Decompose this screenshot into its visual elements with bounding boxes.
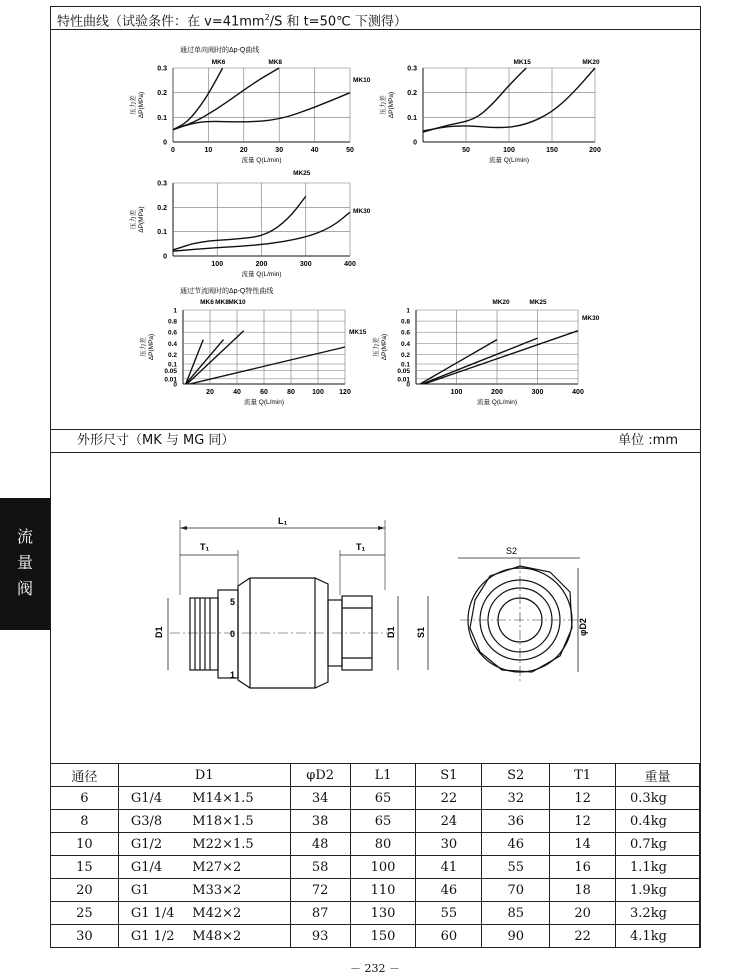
- table-cell: G1 1/4: [118, 902, 188, 925]
- chart-series-label: MK6: [200, 299, 214, 306]
- table-cell: 30: [51, 925, 119, 948]
- chart-series-label: MK30: [582, 315, 600, 322]
- d1-left-label: D1: [154, 626, 164, 638]
- chart-series-label: MK25: [529, 299, 547, 306]
- chart-x-tick-label: 400: [344, 261, 356, 268]
- chart-x-tick-label: 400: [572, 389, 584, 396]
- chart-series-line: [173, 93, 350, 130]
- chart-x-tick-label: 300: [299, 261, 312, 268]
- chart-y-axis-title: 压力差: [130, 95, 137, 115]
- chart-x-tick-label: 200: [255, 261, 268, 268]
- chart-y-tick-label: 0: [163, 139, 167, 147]
- chart-x-tick-label: 60: [260, 389, 268, 396]
- chart-y-tick-label: 0.1: [400, 361, 410, 369]
- header-cell: φD2: [290, 764, 350, 787]
- table-cell: G3/8: [118, 810, 188, 833]
- chart-y-tick-label: 1: [173, 307, 177, 315]
- arrow-left: [180, 526, 187, 530]
- table-cell: M22×1.5: [188, 833, 290, 856]
- header-cell: 重量: [616, 764, 700, 787]
- table-cell: G1/4: [118, 856, 188, 879]
- table-cell: 41: [416, 856, 482, 879]
- table-cell: 38: [290, 810, 350, 833]
- chart-x-tick-label: 50: [346, 147, 354, 154]
- chart-x-tick-label: 0: [171, 147, 175, 154]
- table-cell: M27×2: [188, 856, 290, 879]
- chart-y-tick-label: 0: [413, 139, 417, 147]
- chart-y-axis-title: ΔP(MPa): [138, 91, 145, 119]
- table-cell: 16: [550, 856, 616, 879]
- chart-x-axis-title: 流量 Q(L/min): [243, 399, 285, 406]
- chart-series-label: MK6: [211, 59, 226, 66]
- chart-series-label: MK15: [349, 329, 367, 336]
- table-cell: 12: [550, 787, 616, 810]
- chart-y-tick-label: 0.6: [400, 329, 410, 337]
- chart-x-tick-label: 10: [204, 147, 213, 154]
- header-cell: S1: [416, 764, 482, 787]
- side-tab-char: 阀: [16, 579, 33, 598]
- table-cell: M14×1.5: [188, 787, 290, 810]
- arrow-right: [378, 526, 385, 530]
- chart-series-line: [422, 338, 537, 384]
- chart-y-axis-title: ΔP(MPa): [388, 91, 395, 119]
- table-cell: 110: [350, 879, 416, 902]
- chart-x-tick-label: 80: [287, 389, 295, 396]
- header-cell: T1: [550, 764, 616, 787]
- chart-y-tick-label: 0.1: [167, 361, 177, 369]
- table-cell: 15: [51, 856, 119, 879]
- chart-series-label: MK25: [293, 170, 311, 177]
- chart-series-label: MK10: [353, 77, 371, 84]
- chart-x-tick-label: 40: [310, 147, 319, 154]
- specification-table: [50, 763, 700, 948]
- table-cell: 87: [290, 902, 350, 925]
- table-cell: 60: [416, 925, 482, 948]
- table-cell: 3.2kg: [616, 902, 700, 925]
- chart-series-label: MK8: [215, 299, 229, 306]
- chart-x-tick-label: 200: [491, 389, 503, 396]
- chart-series-line: [424, 331, 578, 384]
- t1-left-label: T₁: [200, 542, 210, 552]
- chart-y-tick-label: 0.2: [157, 90, 167, 98]
- table-cell: 1.1kg: [616, 856, 700, 879]
- performance-header: [51, 7, 700, 30]
- dimension-title: 外形尺寸（MK 与 MG 同）: [77, 433, 235, 448]
- chart-y-tick-label: 0.2: [407, 90, 417, 98]
- chart-y-tick-label: 0.2: [157, 204, 167, 212]
- table-cell: 93: [290, 925, 350, 948]
- header-cell: L1: [350, 764, 416, 787]
- chart-y-tick-label: 0: [163, 253, 167, 261]
- caption-check-valve: 通过单向阀时的Δp-Q曲线: [180, 47, 260, 54]
- header-cell: S2: [482, 764, 550, 787]
- table-cell: M42×2: [188, 902, 290, 925]
- s2-label: S2: [506, 546, 518, 556]
- table-cell: 36: [482, 810, 550, 833]
- chart-y-axis-title: 压力差: [130, 209, 137, 230]
- table-cell: G1 1/2: [118, 925, 188, 948]
- table-cell: 0.4kg: [616, 810, 700, 833]
- chart-y-tick-label: 0.05: [164, 368, 177, 376]
- chart-x-tick-label: 100: [450, 389, 463, 396]
- table-cell: 48: [290, 833, 350, 856]
- table-cell: 25: [51, 902, 119, 925]
- chart-series-label: MK30: [353, 208, 371, 215]
- table-cell: 6: [51, 787, 119, 810]
- chart-y-tick-label: 0.1: [407, 114, 417, 122]
- table-row: [51, 833, 700, 856]
- chart-x-tick-label: 100: [211, 261, 224, 268]
- table-row: [51, 879, 700, 902]
- table-cell: G1/2: [118, 833, 188, 856]
- superscript: 2: [264, 13, 270, 22]
- table-cell: 24: [416, 810, 482, 833]
- s1-label: S1: [416, 626, 426, 638]
- table-cell: 72: [290, 879, 350, 902]
- table-cell: 20: [51, 879, 119, 902]
- side-tab-char: 流: [16, 527, 33, 546]
- chart-x-tick-label: 30: [275, 147, 284, 154]
- chart-y-tick-label: 0.8: [167, 318, 177, 326]
- chart-x-axis-title: 流量 Q(L/min): [476, 399, 518, 406]
- header-cell: D1: [118, 764, 290, 787]
- chart-y-tick-label: 0: [173, 381, 177, 389]
- table-cell: G1/4: [118, 787, 188, 810]
- table-cell: 90: [482, 925, 550, 948]
- chart-series-label: MK15: [513, 59, 531, 66]
- chart-y-tick-label: 0.2: [400, 351, 410, 359]
- chart-x-tick-label: 200: [589, 147, 601, 154]
- chart-y-axis-title: 压力差: [140, 337, 147, 357]
- chart-series-line: [420, 340, 497, 384]
- table-cell: 4.1kg: [616, 925, 700, 948]
- table-cell: M48×2: [188, 925, 290, 948]
- l1-label: L₁: [278, 516, 288, 526]
- chart-y-tick-label: 1: [406, 307, 410, 315]
- chart-x-axis-title: 流量 Q(L/min): [241, 271, 282, 278]
- chart-x-tick-label: 40: [233, 389, 241, 396]
- table-cell: 70: [482, 879, 550, 902]
- table-cell: 65: [350, 810, 416, 833]
- chart-x-tick-label: 20: [206, 389, 214, 396]
- chart-y-tick-label: 0.05: [397, 368, 410, 376]
- side-tab: [0, 498, 50, 630]
- chart-series-label: MK10: [228, 299, 246, 306]
- table-cell: 22: [550, 925, 616, 948]
- table-cell: 22: [416, 787, 482, 810]
- chart-x-tick-label: 100: [503, 147, 515, 154]
- table-cell: 55: [482, 856, 550, 879]
- table-cell: 20: [550, 902, 616, 925]
- chart-y-tick-label: 0: [406, 381, 410, 389]
- table-cell: G1: [118, 879, 188, 902]
- chart-y-axis-title: ΔP(MPa): [148, 333, 155, 361]
- chart-x-tick-label: 20: [239, 147, 248, 154]
- table-header-row: [51, 764, 700, 787]
- performance-title: 特性曲线（试验条件：在 v=41mm: [57, 14, 265, 30]
- chart-y-axis-title: ΔP(MPa): [381, 333, 388, 361]
- chart-x-tick-label: 120: [339, 389, 351, 396]
- chart-y-axis-title: ΔP(MPa): [138, 206, 145, 233]
- table-cell: 34: [290, 787, 350, 810]
- chart-y-tick-label: 0.01: [397, 376, 410, 384]
- chart-y-tick-label: 0.1: [157, 229, 167, 237]
- unit-label: 单位 :mm: [618, 433, 678, 448]
- chart-series-label: MK20: [582, 59, 600, 66]
- table-cell: 12: [550, 810, 616, 833]
- table-cell: 100: [350, 856, 416, 879]
- table-cell: 46: [416, 879, 482, 902]
- chart-x-axis-title: 流量 Q(L/min): [488, 157, 530, 164]
- characteristic-charts: [0, 30, 750, 460]
- scale-mark-1: 1: [230, 670, 236, 680]
- chart-series-line: [173, 196, 306, 250]
- table-cell: 65: [350, 787, 416, 810]
- chart-series-line: [423, 68, 526, 132]
- page-number: － 232 －: [350, 962, 400, 975]
- chart-x-tick-label: 150: [546, 147, 558, 154]
- chart-y-tick-label: 0.4: [167, 340, 177, 348]
- outline-drawing: [50, 460, 700, 760]
- chart-y-axis-title: 压力差: [380, 95, 387, 115]
- caption-throttle-valve: 通过节流阀时的Δp-Q特性曲线: [180, 288, 274, 295]
- chart-x-axis-title: 流量 Q(L/min): [241, 157, 282, 164]
- table-cell: 0.3kg: [616, 787, 700, 810]
- chart-y-axis-title: 压力差: [373, 337, 380, 357]
- table-cell: 8: [51, 810, 119, 833]
- table-cell: 10: [51, 833, 119, 856]
- table-cell: 14: [550, 833, 616, 856]
- chart-series-label: MK20: [492, 299, 510, 306]
- table-cell: 0.7kg: [616, 833, 700, 856]
- table-cell: 18: [550, 879, 616, 902]
- table-cell: 58: [290, 856, 350, 879]
- table-row: [51, 902, 700, 925]
- t1-right-label: T₁: [356, 542, 366, 552]
- performance-title-tail: /S 和 t=50℃ 下测得）: [269, 14, 407, 30]
- table-cell: 32: [482, 787, 550, 810]
- table-cell: 46: [482, 833, 550, 856]
- chart-x-tick-label: 100: [312, 389, 324, 396]
- table-cell: 85: [482, 902, 550, 925]
- scale-mark-5: 5: [230, 597, 236, 607]
- chart-x-tick-label: 50: [462, 147, 470, 154]
- chart-y-tick-label: 0.1: [157, 114, 167, 122]
- table-cell: 130: [350, 902, 416, 925]
- table-cell: 1.9kg: [616, 879, 700, 902]
- side-tab-char: 量: [16, 553, 33, 572]
- table-row: [51, 856, 700, 879]
- chart-x-tick-label: 300: [531, 389, 544, 396]
- header-cell: 通径: [51, 764, 119, 787]
- chart-y-tick-label: 0.8: [400, 318, 410, 326]
- chart-y-tick-label: 0.01: [164, 376, 177, 384]
- chart-y-tick-label: 0.3: [157, 180, 167, 188]
- chart-series-label: MK8: [268, 59, 283, 66]
- scale-mark-0: 0: [230, 629, 236, 639]
- table-cell: M33×2: [188, 879, 290, 902]
- chart-y-tick-label: 0.4: [400, 340, 410, 348]
- table-cell: 80: [350, 833, 416, 856]
- table-cell: 150: [350, 925, 416, 948]
- table-cell: 30: [416, 833, 482, 856]
- chart-y-tick-label: 0.3: [157, 65, 167, 73]
- d2-label: φD2: [578, 618, 588, 636]
- chart-y-tick-label: 0.3: [407, 65, 417, 73]
- table-row: [51, 787, 700, 810]
- table-cell: 55: [416, 902, 482, 925]
- chart-y-tick-label: 0.2: [167, 351, 177, 359]
- table-row: [51, 925, 700, 948]
- table-row: [51, 810, 700, 833]
- chart-y-tick-label: 0.6: [167, 329, 177, 337]
- d1-right-label: D1: [386, 626, 396, 638]
- table-cell: M18×1.5: [188, 810, 290, 833]
